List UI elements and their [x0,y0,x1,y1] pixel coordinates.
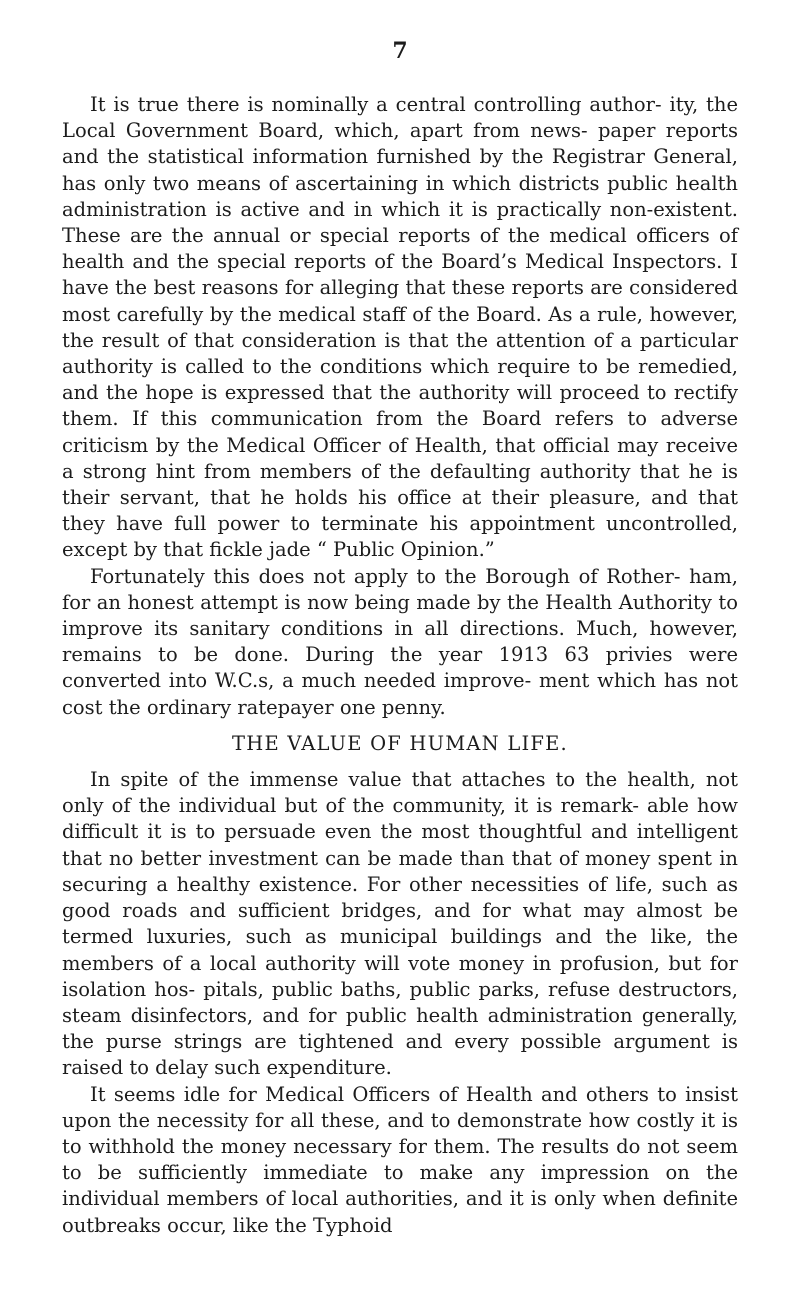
paragraph-local-government-board: It is true there is nominally a central controlling author- ity, the Local Government Board, which, apart from news- paper reports and the statistical information furnished by the Registrar General, has only two means of ascertaining in which districts public health administration is active and in which it is practically non-existent. These are the annual or special reports of the medical officers of health and the special reports of the Board’s Medical Inspectors. I have the best reasons for alleging that these reports are considered most carefully by the medical staff of the Board. As a rule, however, the result of that consideration is that the attention of a particular authority is called to the conditions which require to be remedied, and the hope is expressed that the authority will proceed to rectify them. If this communication from the Board refers to adverse criticism by the Medical Officer of Health, that official may receive a strong hint from members of the defaulting authority that he is their servant, that he holds his office at their pleasure, and that they have full power to terminate his appointment uncontrolled, except by that fickle jade “ Public Opinion.” [62,93,738,562]
paragraph-rotherham: Fortunately this does not apply to the Borough of Rother- ham, for an honest attempt is now being made by the Health Authority to improve its sanitary conditions in all directions. Much, however, remains to be done. During the year 1913 63 privies were converted into W.C.s, a much needed improve- ment which has not cost the ordinary ratepayer one penny. [62,564,738,719]
section-heading: THE VALUE OF HUMAN LIFE. [232,731,568,755]
paragraph-medical-officers: It seems idle for Medical Officers of Health and others to insist upon the necessity for all these, and to demonstrate how costly it is to withhold the money necessary for them. The results do not seem to be sufficiently immediate to make any impression on the individual members of local authorities, and it is only when definite outbreaks occur, like the Typhoid [62,1082,738,1237]
page-number: 7 [392,38,408,64]
body-text [62,92,738,1239]
paragraph-value-of-health: In spite of the immense value that attaches to the health, not only of the individual but of the community, it is remark- able how difficult it is to persuade even the most thoughtful and intelligent that no better investment can be made than that of money spent in securing a healthy existence. For other necessities of life, such as good roads and sufficient bridges, and for what may almost be termed luxuries, such as municipal buildings and the like, the members of a local authority will vote money in profusion, but for isolation hos- pitals, public baths, public parks, refuse destructors, steam disinfectors, and for public health administration generally, the purse strings are tightened and every possible argument is raised to delay such expenditure. [62,768,738,1080]
